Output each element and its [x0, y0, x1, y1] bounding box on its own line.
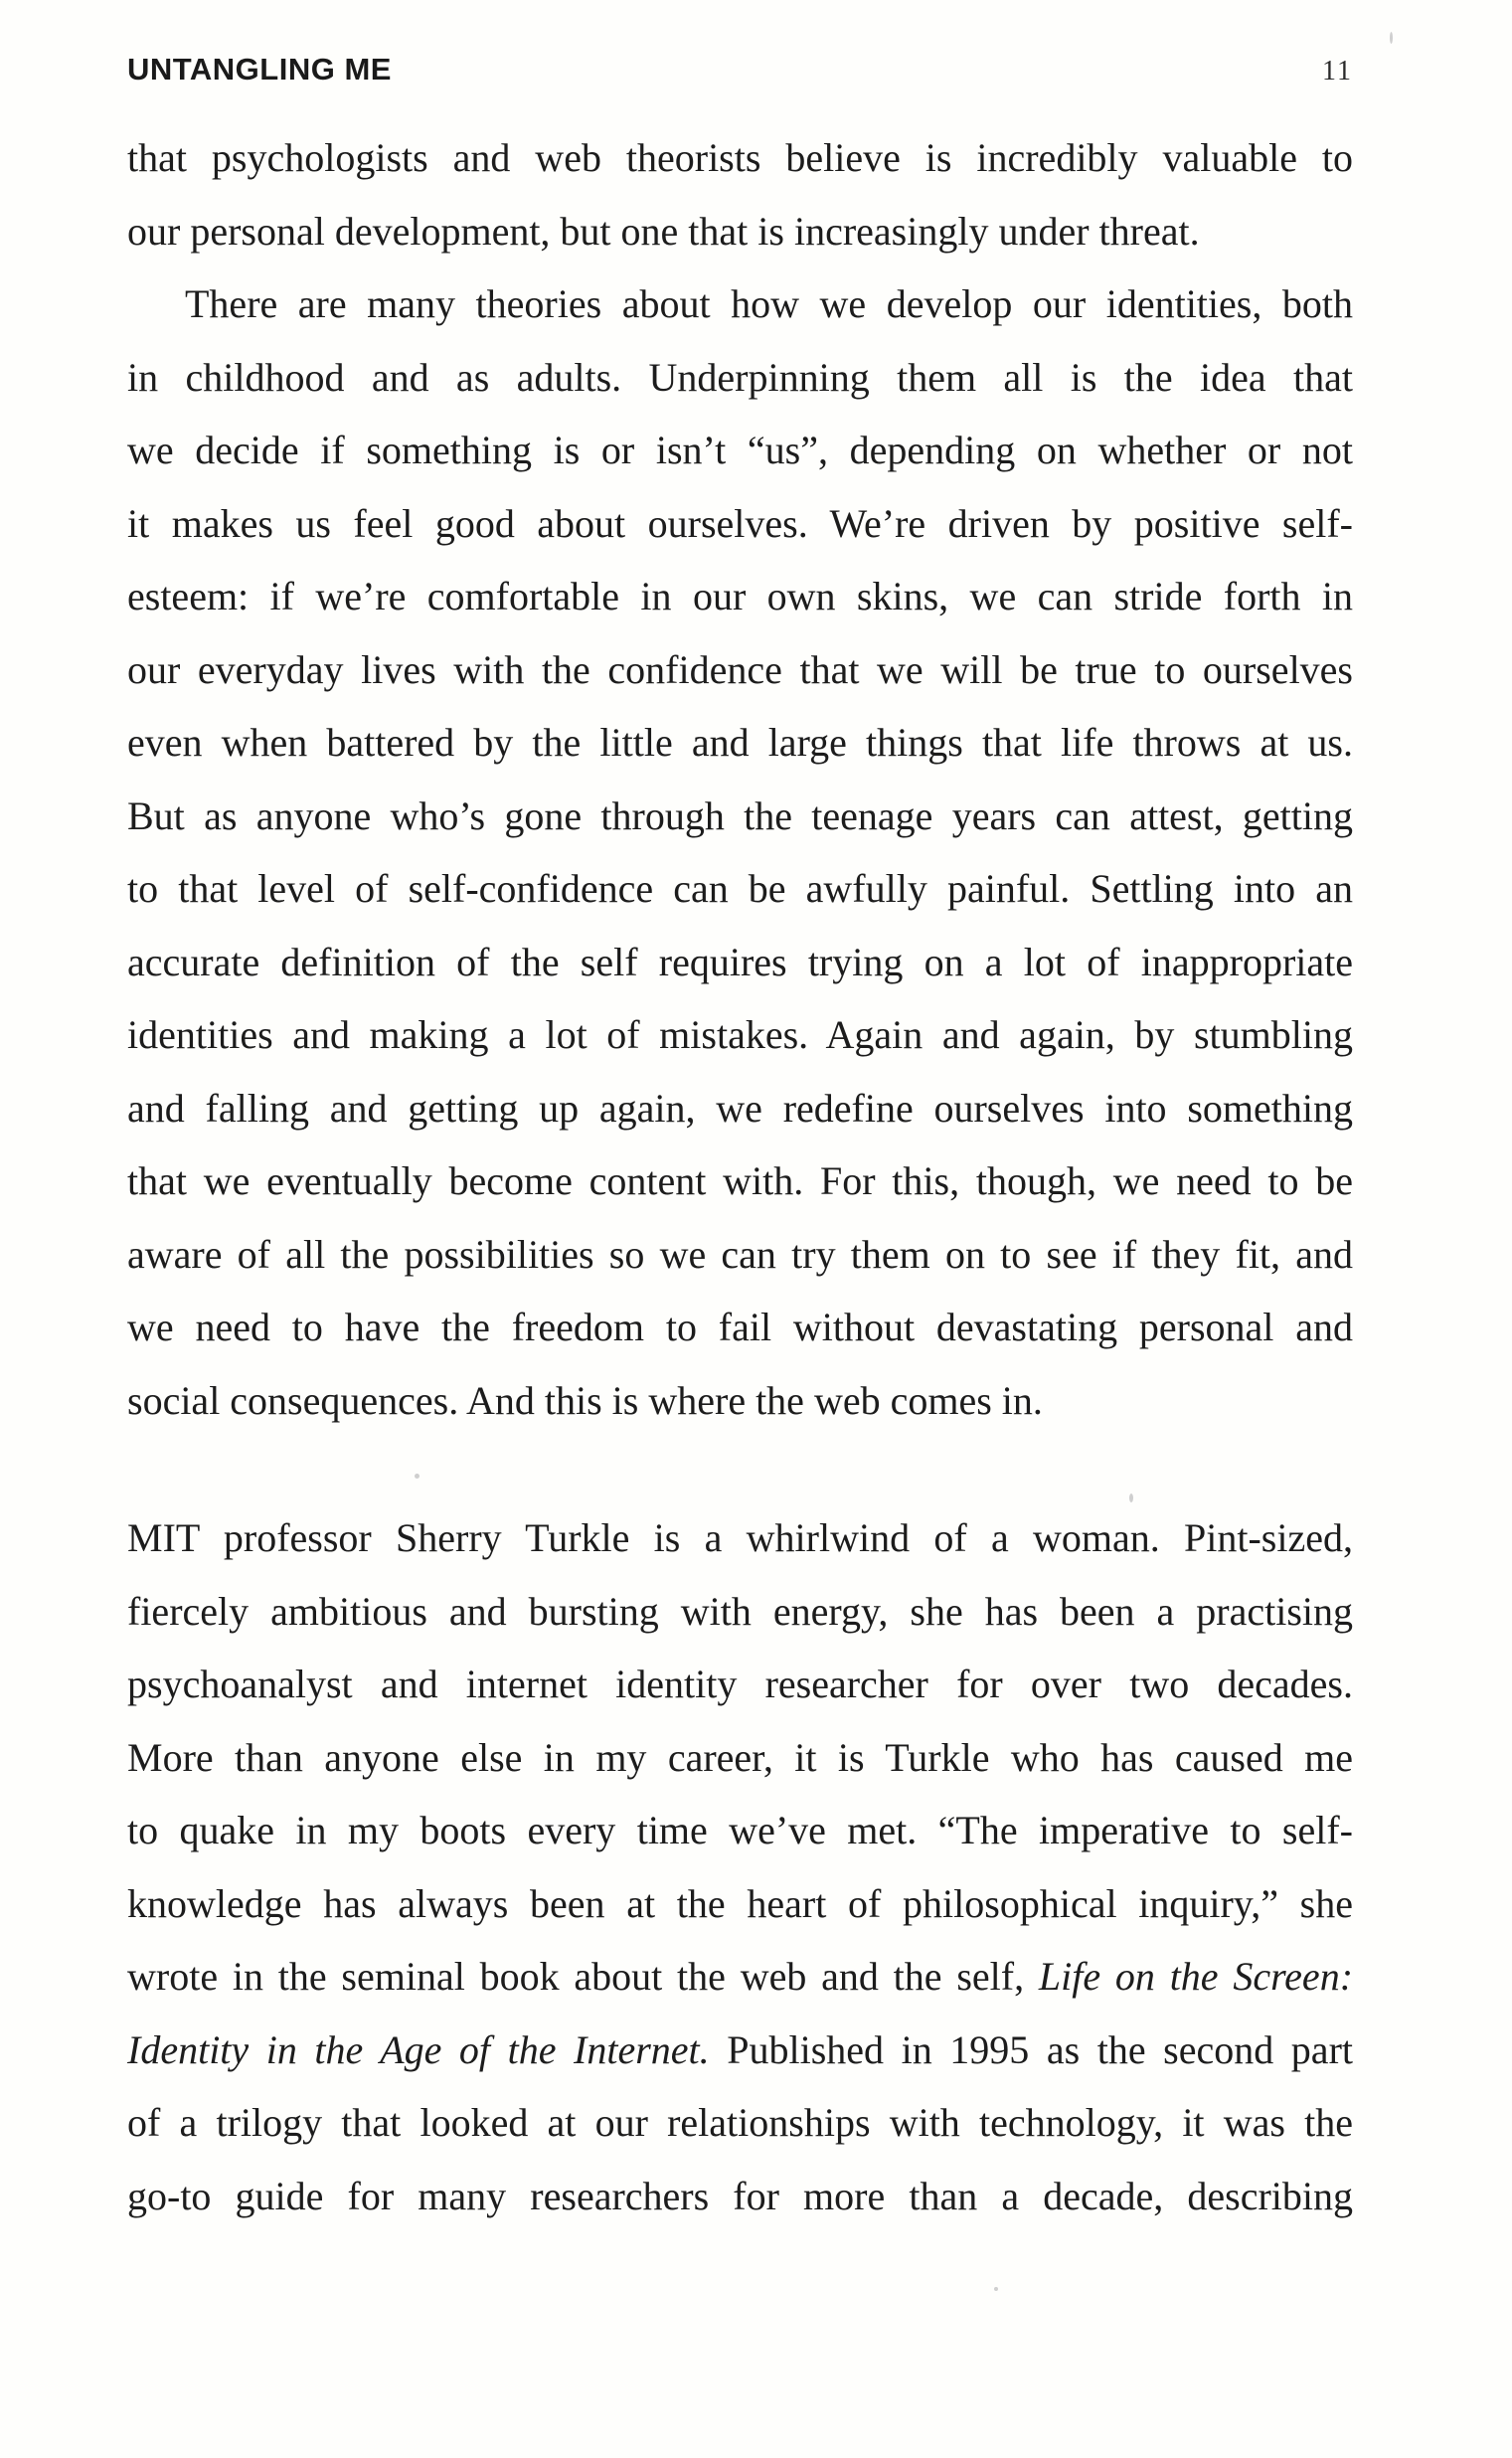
text-line: MIT professor Sherry Turkle is a whirlwind of a woman. Pint-sized, — [127, 1515, 1353, 1560]
text-fragment: Published in 1995 as the second part — [727, 2026, 1353, 2072]
text-line-with-title — [127, 1940, 1353, 2014]
text-line: to quake in my boots every time we’ve met. “The imperative to self- — [127, 1808, 1353, 1852]
text-line: esteem: if we’re comfortable in our own skins, we can stride forth in — [127, 574, 1353, 618]
page-number: 11 — [1322, 56, 1353, 87]
text-line: our everyday lives with the confidence that we will be true to ourselves — [127, 646, 1353, 692]
text-line: even when battered by the little and large things that life throws at us. — [127, 720, 1353, 765]
text-line: identities and making a lot of mistakes. Again and again, by stumbling — [127, 1012, 1353, 1057]
paper-speck — [1129, 1493, 1133, 1502]
book-title-italic: Identity in the Age of the Internet. — [127, 2026, 710, 2072]
book-title-italic: Life on the Screen: — [1038, 1954, 1354, 1999]
paper-speck — [994, 2287, 998, 2291]
text-line: aware of all the possibilities so we can try them on to see if they fit, and — [127, 1231, 1353, 1277]
text-line: it makes us feel good about ourselves. We’re driven by positive self- — [127, 500, 1353, 546]
text-line: that we eventually become content with. For this, though, we need to be — [127, 1158, 1353, 1203]
paper-speck — [415, 1474, 420, 1479]
text-line: psychoanalyst and internet identity researcher for over two decades. — [127, 1662, 1353, 1706]
text-line: social consequences. And this is where the web comes in. — [127, 1377, 1043, 1423]
text-line: More than anyone else in my career, it is Turkle who has caused me — [127, 1734, 1353, 1780]
text-line: accurate definition of the self requires trying on a lot of inappropriate — [127, 939, 1353, 984]
paper-speck — [1390, 32, 1393, 44]
body-text-section-1 — [127, 121, 1353, 1437]
text-line: that psychologists and web theorists believe is incredibly valuable to — [127, 135, 1353, 180]
text-line: of a trilogy that looked at our relationships with technology, it was the — [127, 2100, 1353, 2145]
text-line: in childhood and as adults. Underpinning them all is the idea that — [127, 354, 1353, 400]
text-line: we decide if something is or isn’t “us”, depending on whether or not — [127, 428, 1353, 472]
text-fragment: wrote in the seminal book about the web and the self, — [127, 1954, 1025, 1999]
text-line-with-title — [127, 2014, 1353, 2087]
text-line: There are many theories about how we develop our identities, both — [185, 281, 1353, 326]
text-line: go-to guide for many researchers for more than a decade, describing — [127, 2173, 1353, 2218]
text-line: But as anyone who’s gone through the teenage years can attest, getting — [127, 792, 1353, 838]
text-line: knowledge has always been at the heart of philosophical inquiry,” she — [127, 1880, 1353, 1926]
running-head-title: UNTANGLING ME — [127, 52, 392, 87]
text-line: to that level of self-confidence can be awfully painful. Settling into an — [127, 866, 1353, 911]
text-line: and falling and getting up again, we redefine ourselves into something — [127, 1085, 1353, 1131]
body-text-section-2 — [127, 1501, 1353, 2232]
text-line: fiercely ambitious and bursting with energy, she has been a practising — [127, 1588, 1353, 1634]
text-line: our personal development, but one that is increasingly under threat. — [127, 208, 1200, 254]
text-line: we need to have the freedom to fail without devastating personal and — [127, 1305, 1353, 1349]
